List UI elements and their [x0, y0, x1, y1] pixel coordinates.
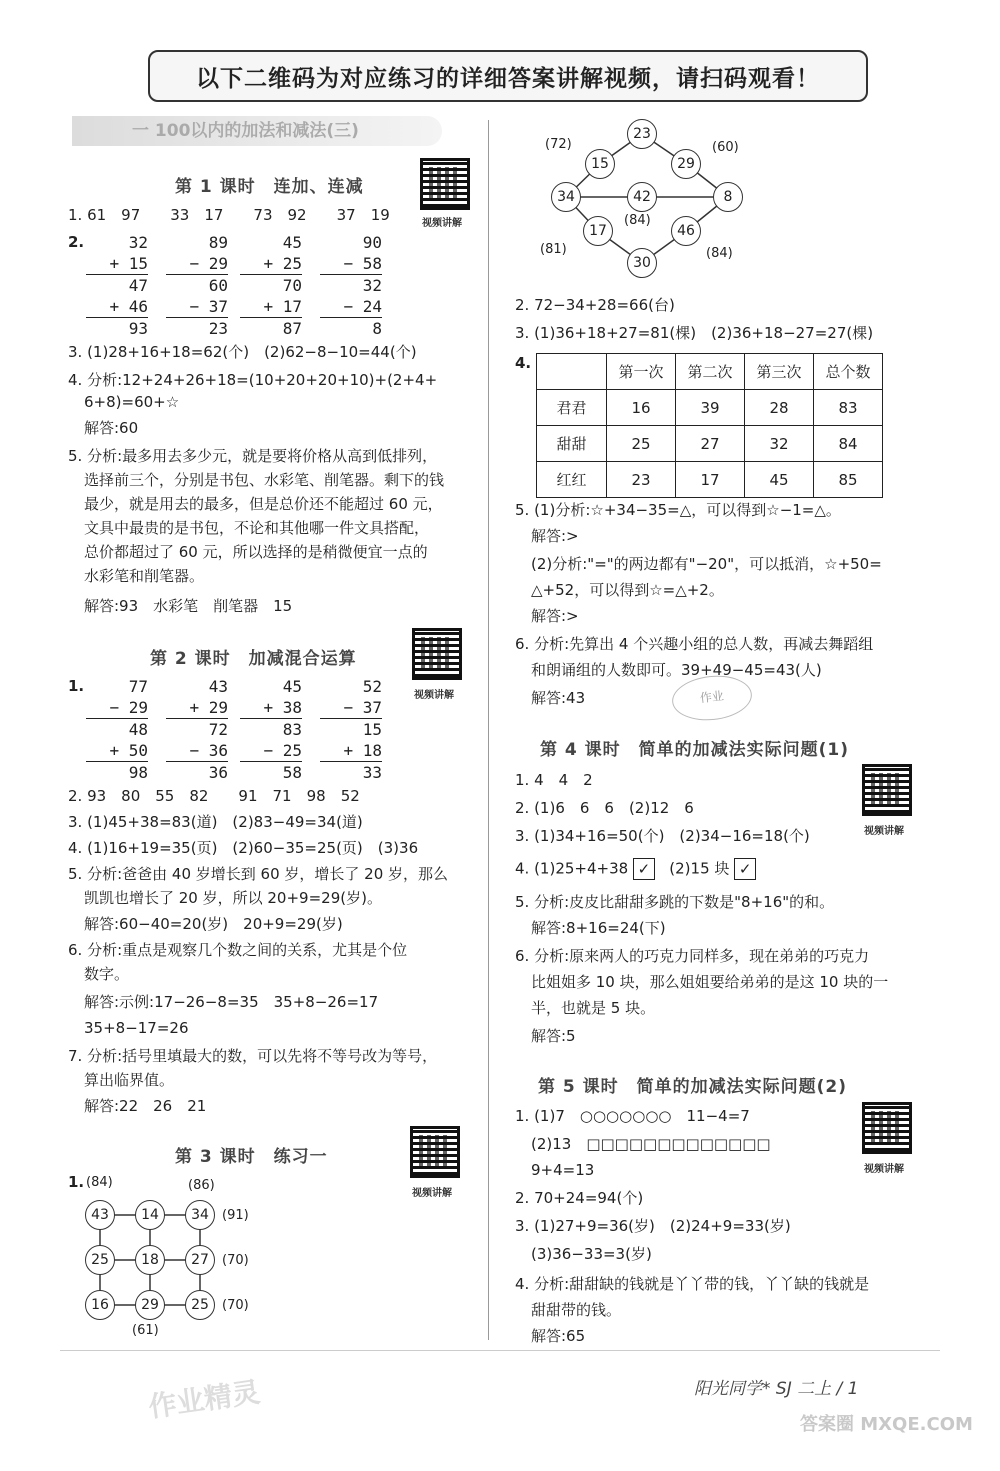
puzzle-label: (84) [706, 246, 733, 261]
l4-q6-line: 半，也就是 5 块。 [531, 999, 656, 1017]
l2-q7-line: 算出临界值。 [84, 1071, 175, 1089]
stamp: 作业 [670, 672, 754, 724]
table-header-cell: 第三次 [745, 354, 814, 390]
puzzle-circle: 23 [627, 119, 657, 149]
vertical-calc: 89 − 29 60 − 37 23 [166, 232, 228, 339]
vertical-calc: 45 + 25 70 + 17 87 [240, 232, 302, 339]
puzzle-label: (61) [132, 1323, 159, 1338]
puzzle-label: (86) [188, 1178, 215, 1193]
l5-q3a: 3. (1)27+9=36(岁) (2)24+9=33(岁) [515, 1217, 791, 1235]
l1-q5-ans: 解答:93 水彩笔 削笔器 15 [84, 597, 293, 615]
qr-code-icon[interactable] [412, 628, 462, 680]
l2-q6-line: 6. 分析:重点是观察几个数之间的关系，尤其是个位 [68, 941, 408, 959]
l1-q4: 4. 分析:12+24+26+18=(10+20+20+10)+(2+4+ [68, 371, 438, 389]
l4-q5-line: 解答:8+16=24(下) [531, 919, 666, 937]
l4-q2: 2. (1)6 6 6 (2)12 6 [515, 799, 694, 817]
table-cell: 红红 [537, 462, 607, 498]
r-q5-line: 5. (1)分析:☆+34−35=△，可以得到☆−1=△。 [515, 501, 841, 519]
r-q6-line: 6. 分析:先算出 4 个兴趣小组的总人数，再减去舞蹈组 [515, 635, 874, 653]
l2-q5-line: 凯凯也增长了 20 岁，所以 20+9=29(岁)。 [84, 889, 382, 907]
qr-label: 视频讲解 [864, 1164, 904, 1175]
l1-q5-line: 最少，就是用去的最多，但是总价还不能超过 60 元， [84, 495, 443, 513]
r-q3: 3. (1)36+18+27=81(棵) (2)36+18−27=27(棵) [515, 324, 874, 342]
qr-label: 视频讲解 [864, 826, 904, 837]
qr-label: 视频讲解 [414, 690, 454, 701]
vertical-calc: 32 + 15 47 + 46 93 [86, 232, 148, 339]
l2-q6-line: 35+8−17=26 [84, 1019, 189, 1037]
l1-q4-ans: 解答:60 [84, 419, 139, 437]
l5-q1c: 9+4=13 [531, 1161, 595, 1179]
table-header-cell: 第二次 [676, 354, 745, 390]
l1-q5-line: 选择前三个，分别是书包、水彩笔、削笔器。剩下的钱 [84, 471, 445, 489]
qr-code-icon[interactable] [410, 1126, 460, 1178]
l1-q3: 3. (1)28+16+18=62(个) (2)62−8−10=44(个) [68, 343, 417, 361]
lesson5-title: 第 5 课时 简单的加减法实际问题(2) [538, 1077, 848, 1097]
lesson2-title: 第 2 课时 加减混合运算 [150, 649, 357, 669]
checkmark-icon: ✓ [734, 858, 756, 880]
l4-q4b: (2)15 块 [669, 859, 730, 878]
r-q5-line: 解答:> [531, 607, 579, 625]
l4-q5-line: 5. 分析:皮皮比甜甜多跳的下数是"8+16"的和。 [515, 893, 835, 911]
table-cell [537, 354, 607, 390]
banner: 以下二维码为对应练习的详细答案讲解视频，请扫码观看！ [148, 50, 868, 102]
l1-q5-line: 总价都超过了 60 元，所以选择的是稍微便宜一点的 [84, 543, 428, 561]
l2-q1-label: 1. [68, 677, 85, 695]
vertical-calc: 45 + 38 83 − 25 58 [240, 676, 302, 783]
puzzle-circle: 34 [185, 1200, 215, 1230]
puzzle-circle: 25 [185, 1290, 215, 1320]
puzzle-circle: 17 [583, 216, 613, 246]
table-row [537, 462, 883, 498]
qr-code-icon[interactable] [862, 1102, 912, 1154]
r-q6-line: 解答:43 [531, 689, 586, 707]
puzzle-label: (84) [624, 213, 651, 228]
score-table [536, 353, 883, 498]
table-cell: 28 [745, 390, 814, 426]
l1-q1: 1. 61 97 33 17 73 92 37 19 [68, 206, 390, 224]
table-cell: 39 [676, 390, 745, 426]
l3-q1-label: 1. [68, 1173, 85, 1191]
l2-q6-line: 解答:示例:17−26−8=35 35+8−26=17 [84, 993, 379, 1011]
l5-q2: 2. 70+24=94(个) [515, 1189, 644, 1207]
table-row [537, 426, 883, 462]
puzzle-label: (72) [545, 137, 572, 152]
l4-q6-line: 比姐姐多 10 块，那么姐姐要给弟弟的是这 10 块的一 [531, 973, 889, 991]
table-cell: 16 [607, 390, 676, 426]
table-header-cell: 总个数 [814, 354, 883, 390]
puzzle-circle: 29 [671, 149, 701, 179]
l2-q5-line: 解答:60−40=20(岁) 20+9=29(岁) [84, 915, 343, 933]
puzzle-label: (81) [540, 242, 567, 257]
l1-q2-label: 2. [68, 233, 85, 251]
l2-q3: 3. (1)45+38=83(道) (2)83−49=34(道) [68, 813, 363, 831]
puzzle-circle: 30 [627, 248, 657, 278]
table-cell: 83 [814, 390, 883, 426]
vertical-calc: 52 − 37 15 + 18 33 [320, 676, 382, 783]
vertical-calc: 90 − 58 32 − 24 8 [320, 232, 382, 339]
vertical-calc: 77 − 29 48 + 50 98 [86, 676, 148, 783]
puzzle-circle: 16 [85, 1290, 115, 1320]
l1-q5-line: 5. 分析:最多用去多少元，就是要将价格从高到低排列， [68, 447, 438, 465]
puzzle-circle: 18 [135, 1245, 165, 1275]
table-cell: 84 [814, 426, 883, 462]
watermark: 作业精灵 [146, 1375, 262, 1424]
l4-q3: 3. (1)34+16=50(个) (2)34−16=18(个) [515, 827, 810, 845]
r-q6-line: 和朗诵组的人数即可。39+49−45=43(人) [531, 661, 822, 679]
site-logo: 答案圈 MXQE.COM [800, 1414, 973, 1435]
bottom-divider [60, 1350, 940, 1351]
r-q5-line: △+52，可以得到☆=△+2。 [531, 581, 724, 599]
puzzle-circle: 15 [585, 149, 615, 179]
table-cell: 25 [607, 426, 676, 462]
puzzle-circle: 42 [627, 182, 657, 212]
r-q5-line: (2)分析:"="的两边都有"−20"，可以抵消，☆+50= [531, 555, 882, 573]
l1-q5-line: 水彩笔和削笔器。 [84, 567, 205, 585]
checkmark-icon: ✓ [633, 858, 655, 880]
table-cell: 23 [607, 462, 676, 498]
r-q4-label: 4. [515, 354, 532, 372]
table-cell: 45 [745, 462, 814, 498]
l5-q4-line: 甜甜带的钱。 [531, 1301, 622, 1319]
vertical-calc: 43 + 29 72 − 36 36 [166, 676, 228, 783]
lesson1-title: 第 1 课时 连加、连减 [175, 177, 364, 197]
table-cell: 27 [676, 426, 745, 462]
l2-q7-line: 7. 分析:括号里填最大的数，可以先将不等号改为等号， [68, 1047, 438, 1065]
qr-code-icon[interactable] [862, 764, 912, 816]
l2-q5-line: 5. 分析:爸爸由 40 岁增长到 60 岁，增长了 20 岁，那么 [68, 865, 449, 883]
puzzle-label: (70) [222, 1298, 249, 1313]
puzzle-circle: 34 [551, 182, 581, 212]
l5-q4-line: 4. 分析:甜甜缺的钱就是丫丫带的钱，丫丫缺的钱就是 [515, 1275, 870, 1293]
l2-q6-line: 数字。 [84, 965, 130, 983]
table-header-row [537, 354, 883, 390]
puzzle-circle: 27 [185, 1245, 215, 1275]
l2-q2: 2. 93 80 55 82 91 71 98 52 [68, 787, 360, 805]
puzzle-label: (84) [86, 1175, 113, 1190]
lesson3-title: 第 3 课时 练习一 [175, 1147, 328, 1167]
table-cell: 32 [745, 426, 814, 462]
l5-q3b: (3)36−33=3(岁) [531, 1245, 652, 1263]
puzzle-circle: 25 [85, 1245, 115, 1275]
r-q5-line: 解答:> [531, 527, 579, 545]
l2-q7-line: 解答:22 26 21 [84, 1097, 207, 1115]
puzzle-circle: 14 [135, 1200, 165, 1230]
l5-q1b: (2)13 □□□□□□□□□□□□□ [531, 1135, 771, 1153]
table-row [537, 390, 883, 426]
l1-q4-cont: 6+8)=60+☆ [84, 393, 180, 411]
r-q2: 2. 72−34+28=66(台) [515, 296, 675, 314]
l4-q4a: 4. (1)25+4+38 [515, 859, 629, 878]
table-cell: 17 [676, 462, 745, 498]
qr-label: 视频讲解 [422, 218, 462, 229]
column-divider [488, 120, 489, 1340]
l2-q4: 4. (1)16+19=35(页) (2)60−35=25(页) (3)36 [68, 839, 419, 857]
l5-q1a: 1. (1)7 ○○○○○○○ 11−4=7 [515, 1107, 750, 1125]
qr-label: 视频讲解 [412, 1188, 452, 1199]
puzzle-label: (91) [222, 1208, 249, 1223]
l1-q5-line: 文具中最贵的是书包，不论和其他哪一件文具搭配， [84, 519, 430, 537]
puzzle-circle: 29 [135, 1290, 165, 1320]
page-footer: 阳光同学* SJ 二上 / 1 [694, 1379, 859, 1399]
l5-q4-line: 解答:65 [531, 1327, 586, 1345]
table-cell: 85 [814, 462, 883, 498]
table-cell: 甜甜 [537, 426, 607, 462]
l4-q6-line: 解答:5 [531, 1027, 576, 1045]
l4-q1: 1. 4 4 2 [515, 771, 593, 789]
table-header-cell: 第一次 [607, 354, 676, 390]
section-title: 一 100以内的加法和减法(三) [72, 116, 442, 146]
table-cell: 君君 [537, 390, 607, 426]
puzzle-circle: 46 [671, 216, 701, 246]
qr-code-icon[interactable] [420, 158, 470, 210]
lesson4-title: 第 4 课时 简单的加减法实际问题(1) [540, 740, 850, 760]
l4-q4 [515, 858, 756, 880]
puzzle-label: (60) [712, 140, 739, 155]
l4-q6-line: 6. 分析:原来两人的巧克力同样多，现在弟弟的巧克力 [515, 947, 870, 965]
puzzle-label: (70) [222, 1253, 249, 1268]
puzzle-circle: 43 [85, 1200, 115, 1230]
puzzle-circle: 8 [713, 182, 743, 212]
